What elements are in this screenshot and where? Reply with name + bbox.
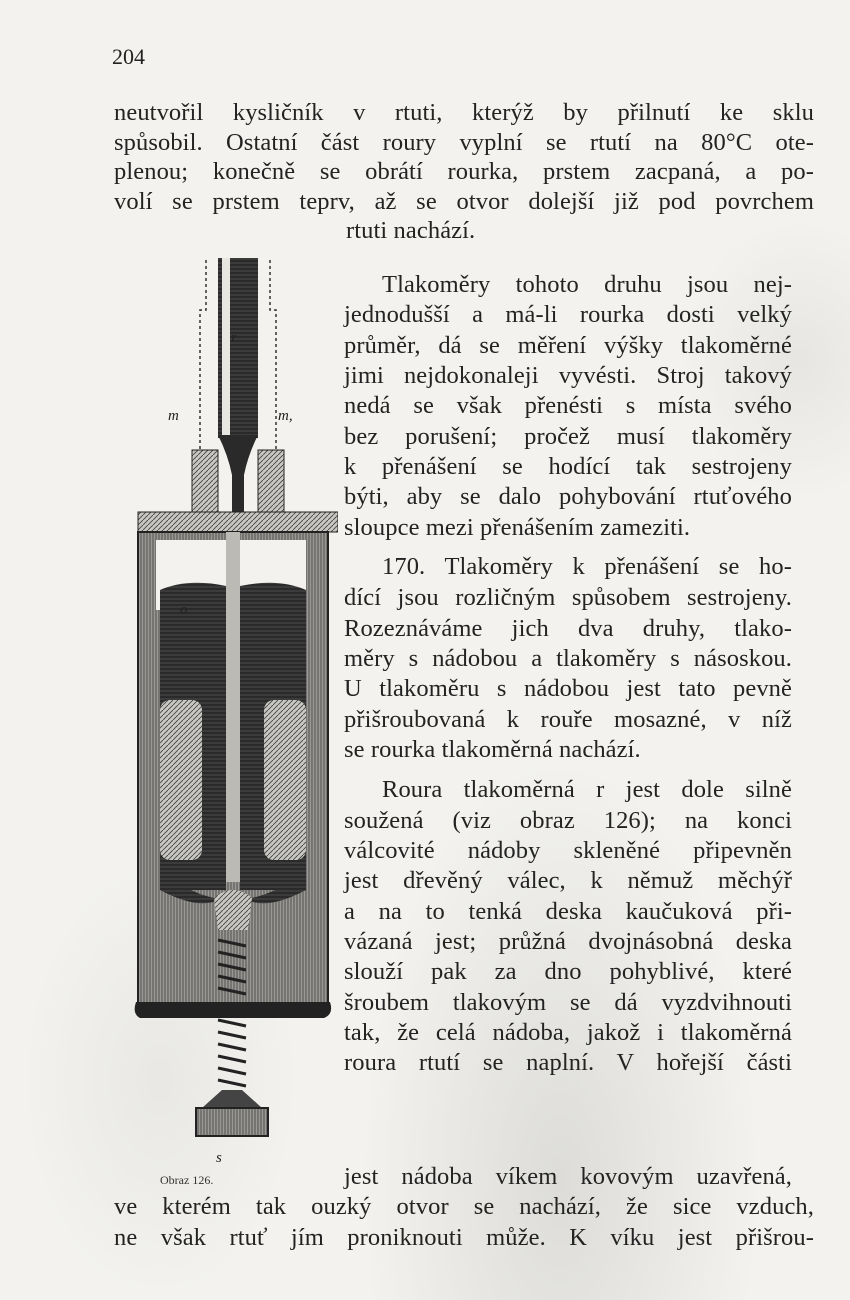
figure-label-s: s <box>216 1150 222 1166</box>
text-line: se rourka tlakoměrná nachází. <box>344 736 641 763</box>
text-line: přišroubovaná k rouře mosazné, v níž <box>344 706 792 733</box>
text-line: ve kterém tak ouzký otvor se nachází, že sice vzduch, <box>114 1193 814 1220</box>
section-170-heading-line: 170. Tlakoměry k přenášení se ho- <box>382 553 792 580</box>
text-line: rtuti nachází. <box>346 217 476 244</box>
text-line: jimi nejdokonaleji vyvésti. Stroj takový <box>344 362 792 389</box>
text-line: tak, že celá nádoba, jakož i tlakoměrná <box>344 1019 792 1046</box>
text-line: Roura tlakoměrná r jest dole silně <box>382 776 792 803</box>
figure-label-r: r <box>231 330 237 346</box>
figure-label-m: m <box>168 408 179 424</box>
text-line: k přenášení se hodící tak sestrojeny <box>344 453 792 480</box>
text-line: plenou; konečně se obrátí rourka, prstem zacpaná, a po- <box>114 158 814 185</box>
text-line: nedá se však přenésti s místa svého <box>344 392 792 419</box>
text-line: slouží pak za dno pohyblivé, které <box>344 958 792 985</box>
text-line: měry s nádobou a tlakoměry s násoskou. <box>344 645 792 672</box>
text-line: jest nádoba víkem kovovým uzavřená, <box>344 1163 792 1190</box>
barometer-engraving-icon <box>128 250 338 1170</box>
text-line: neutvořil kysličník v rtuti, kterýž by přilnutí ke sklu <box>114 99 814 126</box>
text-line: soužená (viz obraz 126); na konci <box>344 807 792 834</box>
text-line: spůsobil. Ostatní část roury vyplní se rtutí na 80°C ote- <box>114 129 814 156</box>
text-line: volí se prstem teprv, až se otvor dolejší již pod povrchem <box>114 188 814 215</box>
text-line: a na to tenká deska kaučuková při- <box>344 898 792 925</box>
text-line: Rozeznáváme jich dva druhy, tlako- <box>344 615 792 642</box>
text-line: býti, aby se dalo pohybování rtuťového <box>344 483 792 510</box>
text-line: roura rtutí se naplní. V hořejší části <box>344 1049 792 1076</box>
barometer-figure <box>128 250 338 1170</box>
figure-caption: Obraz 126. <box>160 1173 214 1187</box>
text-line: sloupce mezi přenášením zameziti. <box>344 514 691 541</box>
text-line: bez porušení; pročež musí tlakoměry <box>344 423 792 450</box>
text-line: U tlakoměru s nádobou jest tato pevně <box>344 675 792 702</box>
text-line: šroubem tlakovým se dá vyzdvihnouti <box>344 989 792 1016</box>
text-line: Tlakoměry tohoto druhu jsou nej- <box>382 271 792 298</box>
figure-label-o: o <box>180 602 188 618</box>
text-line: vázaná jest; průžná dvojnásobná deska <box>344 928 792 955</box>
text-line: průměr, dá se měření výšky tlakoměrné <box>344 332 792 359</box>
text-line: jednodušší a má-li rourka dosti velký <box>344 301 792 328</box>
figure-label-m-prime: m, <box>278 408 293 424</box>
text-line: dící jsou rozličným spůsobem sestrojeny. <box>344 584 792 611</box>
text-line: válcovité nádoby skleněné připevněn <box>344 837 792 864</box>
page-number: 204 <box>112 44 145 69</box>
text-line: jest dřevěný válec, k němuž měchýř <box>344 867 792 894</box>
text-line: ne však rtuť jím proniknouti může. K víku jest přišrou- <box>114 1224 814 1251</box>
